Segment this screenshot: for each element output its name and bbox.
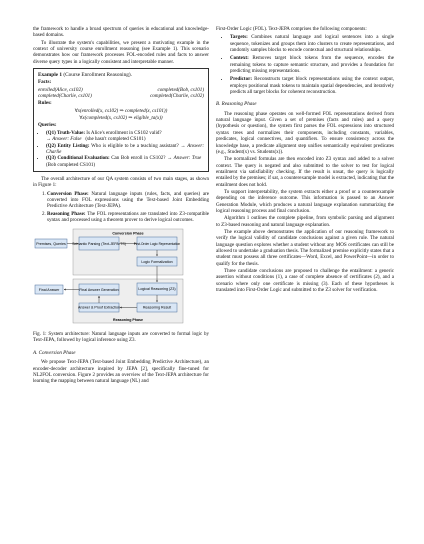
left-para-1: the framework to handle a broad spectrum of queries in educational and knowledge-based domains. [33,26,209,39]
right-para-4: To support interpretability, the system extracts either a proof or a counterexample depending on the inference outcome. This information is passed to an Answer Generation Module, which produces a natural language explanation summarizing the logical reasoning process and final conclusion. [216,188,394,214]
query-text: Can Bob enroll in CS102? [111,155,166,162]
component-item [230,34,394,53]
answer-proof-label: Answer & Proof Extraction [78,305,120,310]
fol-representation-label: First-Order Logic Representation [133,242,181,247]
right-para-5: Algorithm 1 outlines the complete pipeline, from symbolic parsing and alignment to Z3-based reasoning and natural language explanation. [216,215,394,228]
fact: enrolled(Alice, cs102) [38,86,83,93]
left-column [33,26,209,386]
stage-head: Reasoning Phase: [47,210,86,217]
stage-item [47,191,209,210]
right-column [216,26,394,294]
example-heading [38,72,204,78]
component-text: Combines natural language and logical sentences into a single sequence, tokenizes and groups them into clusters to create representations, and randomly samples blocks to encode contextual and structural relationships. [230,34,394,54]
right-para-2: The reasoning phase operates on well-formed FOL representations derived from natural language input. Given a set of premises (facts and rules) and a query (hypothesis or question), the system first parses the FOL expressions into structured syntax trees and normalizes their components, including constants, variables, predicates, logical connectives, and quantifiers. To ensure consistency across the knowledge base, a predicate alignment step unifies semantically equivalent predicates (e.g., Student(x) vs. Students(x)). [216,110,394,155]
section-a-heading: A. Conversion Phase [33,350,76,357]
semantic-parsing-label: Semantic Parsing (Text-JEPA-TS) [72,242,126,247]
section-b-heading: B. Reasoning Phase [216,101,257,108]
component-head: Context: [230,55,249,62]
queries-label: Queries: [38,122,57,129]
right-para-7: Three candidate conclusions are proposed to challenge the entailment: a generic assertion without conditions (1), a case of complete absence of certificates (2), and a scenario where only one certificate is missing (3). Each of these hypotheses is translated into First-Order Logic and submitted to the Z3 solver for verification. [216,268,394,294]
query-text: Who is eligible to be a teaching assistant? [91,142,179,149]
facts-label: Facts: [38,79,52,86]
query-head: (Q2) Entity Listing: [46,142,90,149]
right-para-6: The example above demonstrates the application of our reasoning framework to verify the logical validity of candidate conclusions against a given rule. The natural language question explores whether a student without any MOS certificates can still be allowed to undertake a graduation thesis. The formalized premise explicitly states that a student must possess all three certificates—Word, Excel, and PowerPoint—in order to qualify for the thesis. [216,228,394,267]
figure-caption: Fig. 1: System architecture: Natural language inputs are converted to formal logic by Text-JEPA, followed by logical inference using Z3. [33,331,209,343]
query-answer: → Answer: False [46,136,82,143]
component-item [230,76,394,95]
reasoning-phase-label: Reasoning Phase [113,318,143,323]
facts-row-2 [38,93,204,99]
architecture-figure [33,227,209,344]
logic-formalization-label: Logic Formalization [141,260,173,265]
rule-1: ∀x(enrolled(x, cs102) ⇒ completed(x, cs101)) [74,107,168,114]
query-note: (she hasn't completed CS101) [85,136,146,143]
example-box [33,68,209,172]
fact: completed(Charlie, cs102) [150,93,204,100]
stage-text: The FOL representations are translated into Z3-compatible syntax and processed using a theorem prover to derive logical outcomes. [47,210,210,223]
stage-item [47,211,209,224]
final-answer-label: Final Answer [38,288,60,293]
left-para-3: The overall architecture of our QA system consists of two main stages, as shown in Figure 1: [33,175,209,189]
rules-label: Rules: [38,100,52,107]
component-head: Predictor: [230,76,253,83]
query-item [46,130,204,143]
conversion-phase-label: Conversion Phase [112,231,144,236]
component-text: Reconstructs target block representations using the context output, employs positional mask tokens to maintain spatial dependencies, and iteratively predicts all target blocks for coherent reconstruction. [230,76,394,96]
right-para-3: The normalized formulas are then encoded into Z3 syntax and added to a solver context. The query is negated and also submitted to the solver to test for logical entailment via satisfiability checking. If the result is unsat, the query is logically entailed by the premises; if sat, a counterexample model is extracted, indicating that the entailment does not hold. [216,156,394,188]
stage-head: Conversion Phase: [47,190,89,197]
example-label: Example 1 [38,72,62,79]
architecture-diagram [33,227,209,327]
example-title: (Course Enrollment Reasoning). [63,72,133,79]
premises-label: Premises, Queries [36,242,66,247]
conversion-phase-region [73,229,183,275]
query-item [46,155,204,168]
logical-reasoning-label: Logical Reasoning (Z3) [138,287,176,292]
right-para-1: First-Order Logic (FOL). Text-JEPA comprises the following components: [216,26,367,32]
rule-2: ∀x(completed(x, cs102) ⇒ eligible_ta(x)) [79,115,163,122]
reasoning-result-label: Reasoning Result [142,305,172,310]
fact: completed(Bob, cs101) [157,86,204,93]
query-head: (Q3) Conditional Evaluation: [46,155,110,162]
component-list [216,34,394,95]
query-list [38,130,204,168]
query-item [46,143,204,156]
stage-list [33,191,209,224]
left-para-4: We propose Text-JEPA (Text-based Joint Embedding Predictive Architecture), an encoder-decoder architecture inspired by JEPA [2], specifically fine-tuned for NL2FOL conversion. Figure 2 provides an overview of the Text-JEPA architecture for learning the mapping between natural language (NL) and [33,359,209,385]
left-para-2: To illustrate the system's capabilities, we present a motivating example in the context of university course enrollment reasoning (see Example 1). This scenario demonstrates how our framework processes FOL-encoded rules and facts to answer diverse query types in a logically consistent and interpretable manner. [33,39,209,65]
query-head: (Q1) Truth-Value: [46,129,86,136]
component-text: Removes target block tokens from the sequence, encodes the remaining tokens to capture semantic structure, and provides a foundation for predicting missing representations. [230,55,394,75]
query-text: Is Alice's enrollment in CS102 valid? [86,129,162,136]
final-answer-generation-label: Final Answer Generation [79,288,119,293]
stage-text: Natural language inputs (rules, facts, and queries) are converted into FOL expressions using the Text-based Joint Embedding Predictive Architecture (Text-JEPA). [47,190,209,210]
fact: completed(Charlie, cs101) [38,93,92,100]
query-note: (Bob completed CS101) [46,161,96,168]
component-item [230,55,394,74]
component-head: Targets: [230,34,248,41]
query-answer: → Answer: True [167,155,202,162]
query-answer: → Answer: Charlie [46,142,205,155]
